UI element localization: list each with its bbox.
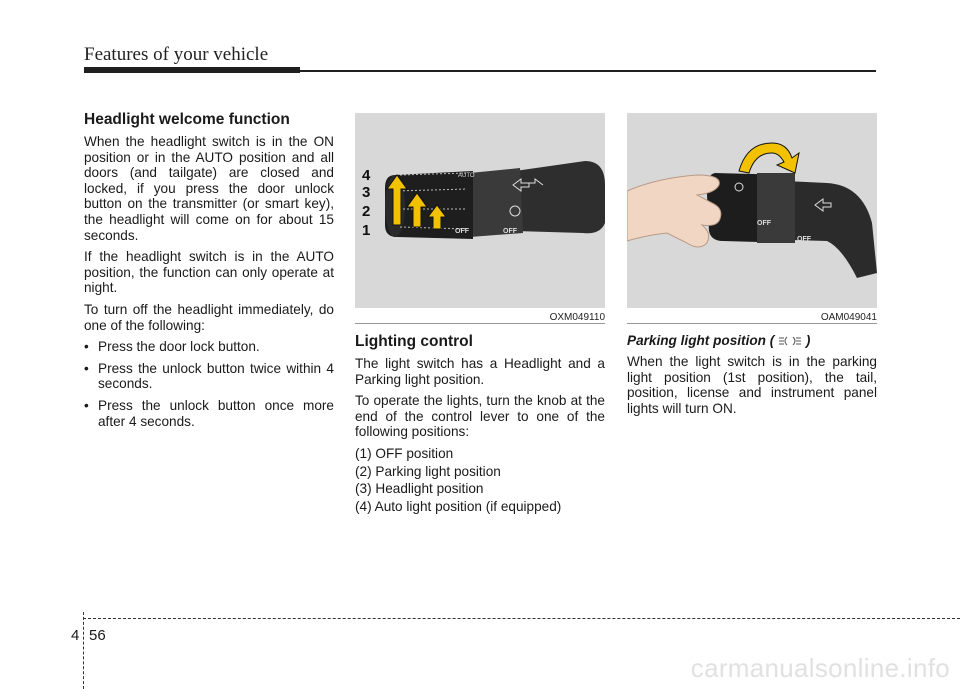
light-switch-illustration xyxy=(355,113,605,308)
page-number: 56 xyxy=(89,627,106,644)
section-heading-welcome: Headlight welcome function xyxy=(84,111,290,128)
section-heading-lighting: Lighting control xyxy=(355,333,473,350)
list-item: • Press the unlock button once more after 4 seconds. xyxy=(84,398,334,429)
chapter-number: 4 xyxy=(71,627,80,644)
figure-code: OAM049041 xyxy=(820,312,877,323)
figure-caption-row xyxy=(627,308,877,324)
welcome-paragraph-3: To turn off the headlight immediately, do one of the following: xyxy=(84,301,334,333)
label-off-stalk: OFF xyxy=(503,228,517,235)
section-heading-parking xyxy=(627,332,877,350)
welcome-bullet-list xyxy=(84,339,334,429)
position-number-3: 3 xyxy=(362,184,371,201)
parking-paragraph-1: When the light switch is in the parking light position (1st position), the tail, position, license and instrument panel lights will turn ON. xyxy=(627,354,877,416)
figure-hand-turning-switch xyxy=(627,113,877,308)
header-title: Features of your vehicle xyxy=(84,44,269,65)
footer-horizontal-rule xyxy=(83,618,960,619)
list-item: (2) Parking light position xyxy=(355,463,501,479)
list-item: (4) Auto light position (if equipped) xyxy=(355,498,562,514)
lighting-paragraph-1: The light switch has a Headlight and a Parking light position. xyxy=(355,356,605,387)
watermark-text: carmanualsonline.info xyxy=(690,653,950,683)
figure-light-switch-positions xyxy=(355,113,605,308)
list-item: • Press the door lock button. xyxy=(84,339,334,355)
hand-switch-illustration xyxy=(627,113,877,308)
list-item: (3) Headlight position xyxy=(355,481,484,497)
list-item: • Press the unlock button twice within 4 seconds. xyxy=(84,361,334,392)
position-number-2: 2 xyxy=(362,203,371,220)
welcome-paragraph-1: When the headlight switch is in the ON position or in the AUTO position and all doors (and tailgate) are closed and locked, if you press the door unlock button on the transmitter (or smart key), the headlight will come on for about 15 seconds. xyxy=(84,134,334,243)
position-number-1: 1 xyxy=(362,222,371,239)
lighting-paragraph-2: To operate the lights, turn the knob at the end of the control lever to one of the following positions: xyxy=(355,393,605,440)
parking-heading-text: Parking light position ( xyxy=(627,333,775,348)
light-positions-list xyxy=(355,446,605,514)
figure-divider xyxy=(627,323,877,324)
parking-light-icon xyxy=(778,335,802,347)
welcome-paragraph-2: If the headlight switch is in the AUTO position, the function can only operate at night. xyxy=(84,249,334,296)
footer-vertical-rule xyxy=(83,612,84,689)
figure-code: OXM049110 xyxy=(549,312,605,323)
header-rule-thin xyxy=(300,70,876,72)
label-off-knob: OFF xyxy=(757,220,771,227)
parking-heading-close: ) xyxy=(805,333,811,348)
label-off-stalk: OFF xyxy=(797,236,811,243)
position-number-4: 4 xyxy=(362,167,371,184)
column-lighting-control xyxy=(355,113,605,516)
header-rule-thick xyxy=(84,67,300,73)
column-welcome-function xyxy=(84,110,334,435)
list-item: (1) OFF position xyxy=(355,445,454,461)
figure-divider xyxy=(355,323,605,324)
figure-caption-row xyxy=(355,308,605,324)
label-off-knob: OFF xyxy=(455,228,469,235)
column-parking-light xyxy=(627,113,877,422)
label-auto: AUTO xyxy=(458,173,475,179)
